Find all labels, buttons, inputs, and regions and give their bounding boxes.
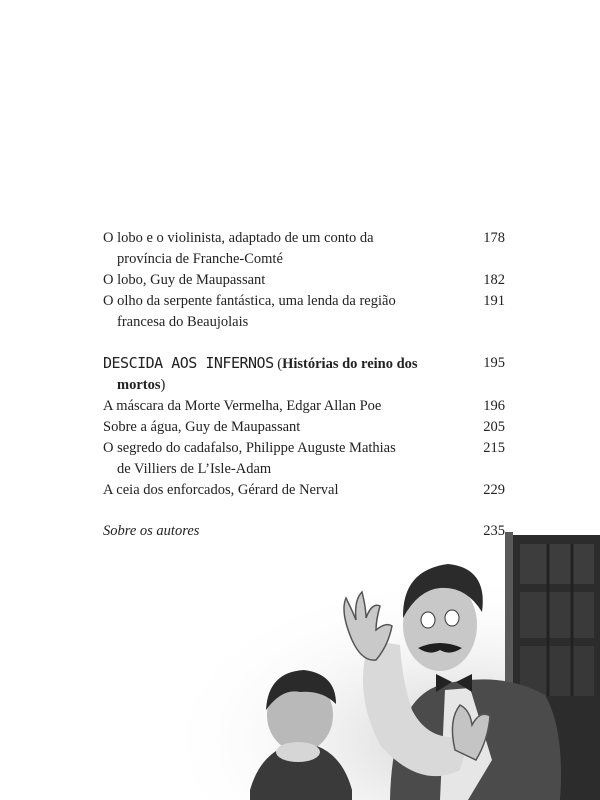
toc-entry-title: A máscara da Morte Vermelha, Edgar Allan Poe — [103, 398, 382, 414]
section-title: DESCIDA AOS INFERNOS — [103, 354, 274, 372]
section-subtitle: Histórias do reino dos — [282, 356, 418, 372]
toc-entry-title: O olho da serpente fantástica, uma lenda da região — [103, 293, 396, 309]
section-subtitle-continued: mortos — [117, 377, 161, 393]
toc-page-number: 195 — [483, 355, 505, 371]
toc-page-number: 191 — [483, 293, 505, 309]
toc-entry-title: Sobre a água, Guy de Maupassant — [103, 419, 301, 435]
section-paren-open: ( — [273, 356, 283, 372]
illustration — [0, 520, 600, 800]
toc-page-number: 205 — [483, 419, 505, 435]
toc-page-number: 178 — [483, 230, 505, 246]
toc-page-number: 235 — [483, 523, 505, 539]
toc-entry-title: O lobo, Guy de Maupassant — [103, 272, 266, 288]
table-of-contents — [103, 228, 505, 542]
toc-entry — [103, 438, 505, 480]
toc-page-number: 182 — [483, 272, 505, 288]
toc-section-heading — [103, 353, 505, 396]
toc-entry — [103, 417, 505, 438]
toc-page-number: 196 — [483, 398, 505, 414]
toc-entry — [103, 270, 505, 291]
section-paren-close: ) — [160, 377, 166, 393]
toc-entry — [103, 228, 505, 270]
about-authors-label: Sobre os autores — [103, 523, 200, 539]
toc-entry-title-continued: de Villiers de L’Isle-Adam — [117, 461, 272, 477]
toc-entry-title-continued: francesa do Beaujolais — [117, 314, 249, 330]
toc-entry-title: O segredo do cadafalso, Philippe Auguste Mathias — [103, 440, 396, 456]
toc-entry — [103, 480, 505, 501]
toc-entry — [103, 396, 505, 417]
toc-entry-title: O lobo e o violinista, adaptado de um conto da — [103, 230, 374, 246]
toc-page-number: 215 — [483, 440, 505, 456]
toc-entry — [103, 291, 505, 333]
toc-entry-title-continued: província de Franche-Comté — [117, 251, 283, 267]
toc-entry-title: A ceia dos enforcados, Gérard de Nerval — [103, 482, 339, 498]
toc-page-number: 229 — [483, 482, 505, 498]
